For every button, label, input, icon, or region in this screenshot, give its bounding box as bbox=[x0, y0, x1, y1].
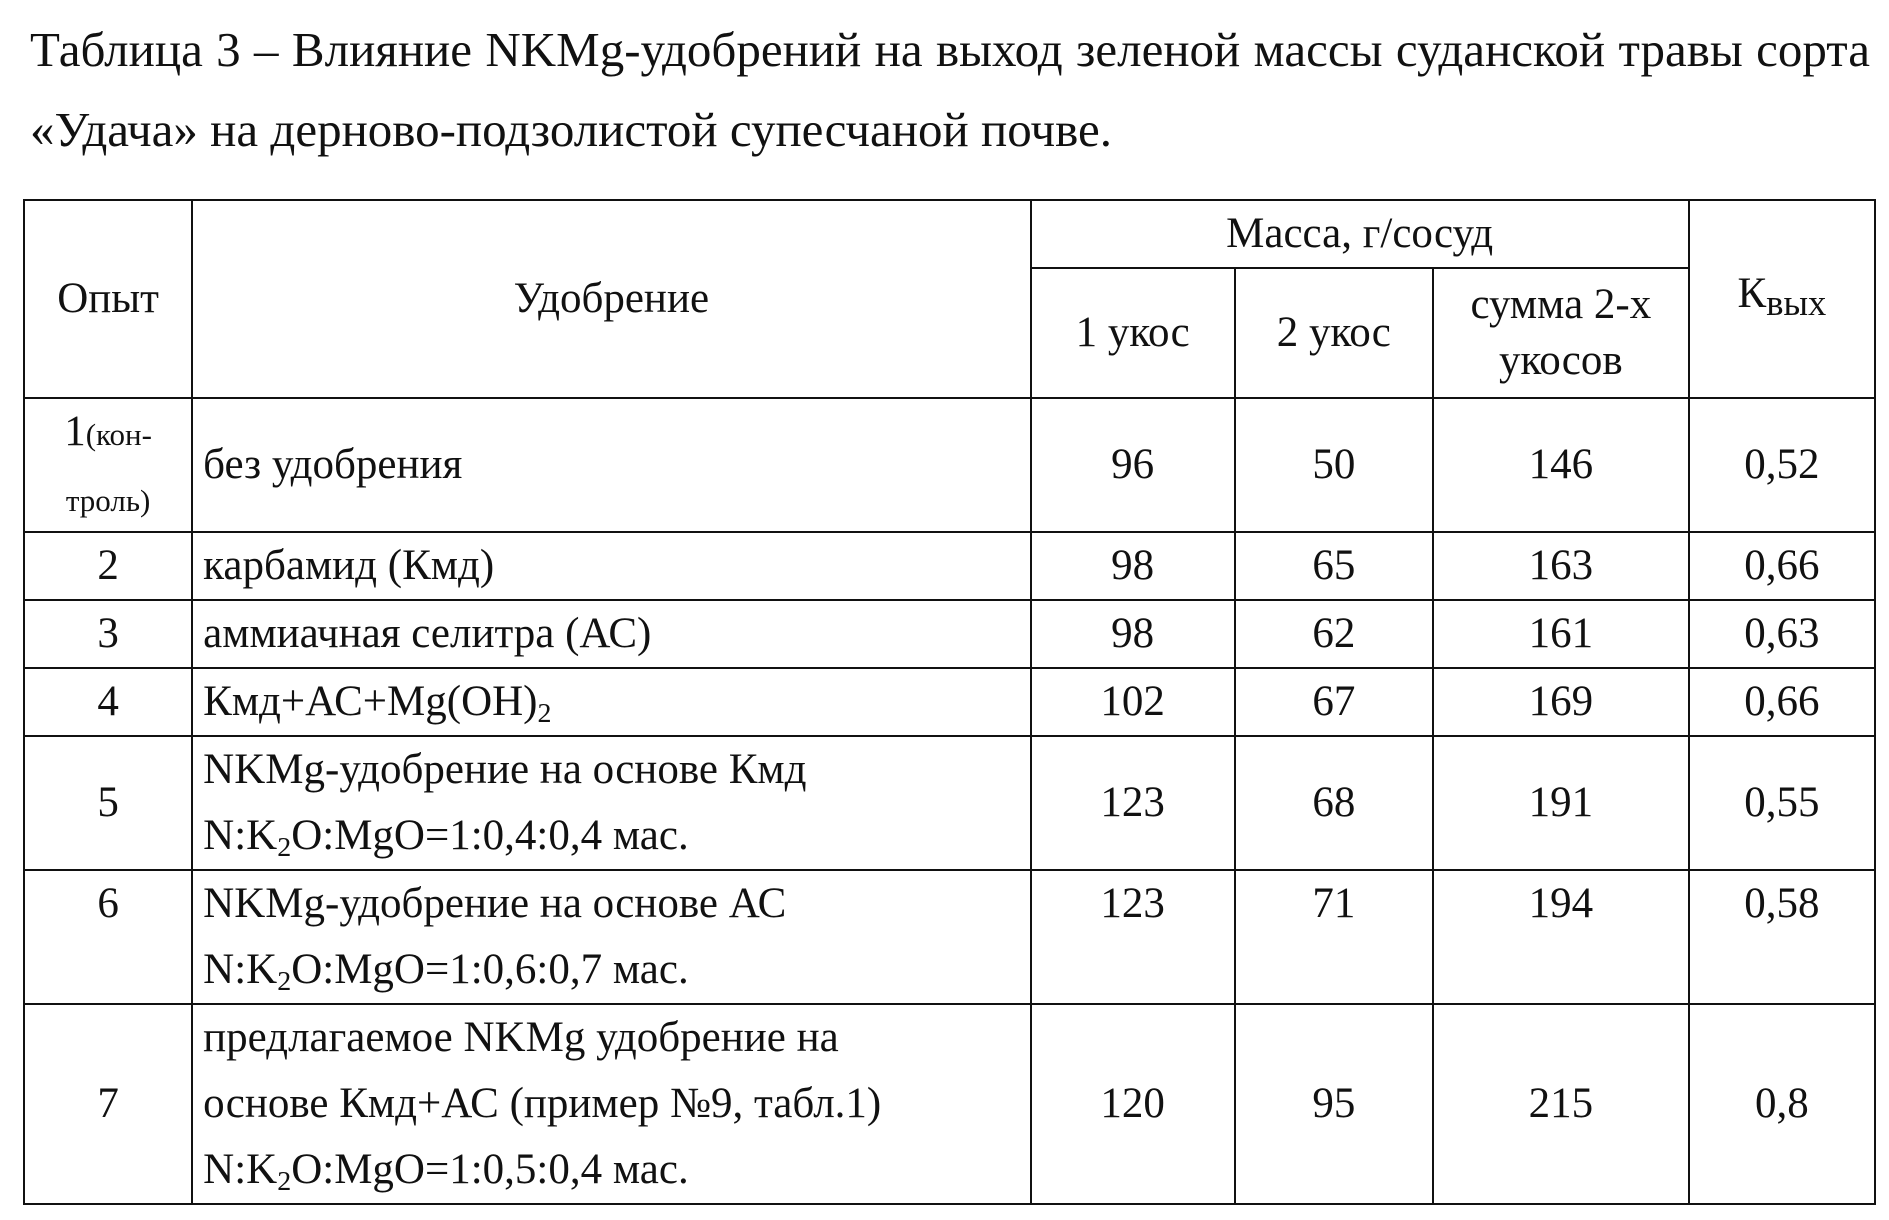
cell-k: 0,55 bbox=[1689, 736, 1875, 870]
cell-sum: 215 bbox=[1433, 1004, 1689, 1204]
experiment-note-cont: троль) bbox=[65, 483, 151, 518]
cell-fertilizer: карбамид (Кмд) bbox=[192, 532, 1030, 600]
header-k-yield bbox=[1689, 200, 1875, 398]
experiment-number: 1 bbox=[64, 408, 86, 455]
cell-cut2: 68 bbox=[1235, 736, 1433, 870]
results-table bbox=[23, 199, 1876, 1205]
cell-sum: 161 bbox=[1433, 600, 1689, 668]
table-row bbox=[24, 870, 1875, 1004]
cell-k: 0,58 bbox=[1689, 870, 1875, 1004]
header-cut2: 2 укос bbox=[1235, 268, 1433, 398]
cell-sum: 146 bbox=[1433, 398, 1689, 532]
cell-k: 0,8 bbox=[1689, 1004, 1875, 1204]
fertilizer-line1: предлагаемое NKMg удобрение на bbox=[203, 1014, 839, 1061]
table-row bbox=[24, 668, 1875, 736]
cell-k: 0,63 bbox=[1689, 600, 1875, 668]
table-caption: Таблица 3 – Влияние NKMg-удобрений на выход зеленой массы суданской травы сорта «Удача» на дерново-подзолистой супесчаной почве. bbox=[30, 22, 1870, 157]
header-k-main: К bbox=[1737, 270, 1767, 318]
table-header-row bbox=[24, 200, 1875, 268]
table-row bbox=[24, 532, 1875, 600]
cell-experiment: 3 bbox=[24, 600, 192, 668]
fertilizer-ratio-b: O:MgO=1:0,4:0,4 мас. bbox=[291, 812, 689, 859]
cell-fertilizer: аммиачная селитра (АС) bbox=[192, 600, 1030, 668]
fertilizer-ratio-a: N:K bbox=[203, 946, 278, 993]
fertilizer-ratio-subscript: 2 bbox=[277, 831, 292, 863]
fertilizer-line1: NKMg-удобрение на основе Кмд bbox=[203, 746, 807, 793]
fertilizer-ratio-b: O:MgO=1:0,5:0,4 мас. bbox=[291, 1146, 689, 1193]
fertilizer-ratio-a: N:K bbox=[203, 812, 278, 859]
cell-k: 0,52 bbox=[1689, 398, 1875, 532]
header-experiment: Опыт bbox=[24, 200, 192, 398]
cell-cut2: 67 bbox=[1235, 668, 1433, 736]
fertilizer-formula: Кмд+АС+Mg(OH) bbox=[203, 678, 538, 725]
table-row bbox=[24, 398, 1875, 532]
fertilizer-line2: основе Кмд+АС (пример №9, табл.1) bbox=[203, 1080, 882, 1127]
cell-fertilizer bbox=[192, 870, 1030, 1004]
cell-experiment bbox=[24, 398, 192, 532]
cell-sum: 194 bbox=[1433, 870, 1689, 1004]
table-row bbox=[24, 736, 1875, 870]
cell-experiment: 5 bbox=[24, 736, 192, 870]
cell-cut1: 102 bbox=[1031, 668, 1235, 736]
experiment-note: (кон- bbox=[85, 417, 152, 452]
cell-cut1: 98 bbox=[1031, 600, 1235, 668]
fertilizer-ratio-a: N:K bbox=[203, 1146, 278, 1193]
cell-experiment: 4 bbox=[24, 668, 192, 736]
cell-cut2: 62 bbox=[1235, 600, 1433, 668]
cell-sum: 163 bbox=[1433, 532, 1689, 600]
cell-cut2: 71 bbox=[1235, 870, 1433, 1004]
cell-k: 0,66 bbox=[1689, 532, 1875, 600]
cell-experiment: 6 bbox=[24, 870, 192, 1004]
cell-fertilizer bbox=[192, 668, 1030, 736]
cell-fertilizer bbox=[192, 736, 1030, 870]
fertilizer-formula-subscript: 2 bbox=[537, 697, 552, 729]
cell-cut2: 65 bbox=[1235, 532, 1433, 600]
header-fertilizer: Удобрение bbox=[192, 200, 1030, 398]
header-cut1: 1 укос bbox=[1031, 268, 1235, 398]
fertilizer-line1: NKMg-удобрение на основе АС bbox=[203, 880, 787, 927]
cell-experiment: 2 bbox=[24, 532, 192, 600]
cell-cut1: 96 bbox=[1031, 398, 1235, 532]
cell-k: 0,66 bbox=[1689, 668, 1875, 736]
fertilizer-ratio-subscript: 2 bbox=[277, 1165, 292, 1197]
table-row bbox=[24, 1004, 1875, 1204]
fertilizer-ratio-subscript: 2 bbox=[277, 965, 292, 997]
cell-cut1: 123 bbox=[1031, 736, 1235, 870]
cell-experiment: 7 bbox=[24, 1004, 192, 1204]
cell-fertilizer: без удобрения bbox=[192, 398, 1030, 532]
cell-cut1: 123 bbox=[1031, 870, 1235, 1004]
cell-sum: 191 bbox=[1433, 736, 1689, 870]
cell-cut2: 95 bbox=[1235, 1004, 1433, 1204]
header-sum: сумма 2-х укосов bbox=[1433, 268, 1689, 398]
table-row bbox=[24, 600, 1875, 668]
cell-cut1: 120 bbox=[1031, 1004, 1235, 1204]
cell-fertilizer bbox=[192, 1004, 1030, 1204]
fertilizer-ratio-b: O:MgO=1:0,6:0,7 мас. bbox=[291, 946, 689, 993]
header-mass-group: Масса, г/сосуд bbox=[1031, 200, 1689, 268]
cell-cut1: 98 bbox=[1031, 532, 1235, 600]
cell-sum: 169 bbox=[1433, 668, 1689, 736]
cell-cut2: 50 bbox=[1235, 398, 1433, 532]
header-k-sub: вых bbox=[1766, 282, 1827, 324]
